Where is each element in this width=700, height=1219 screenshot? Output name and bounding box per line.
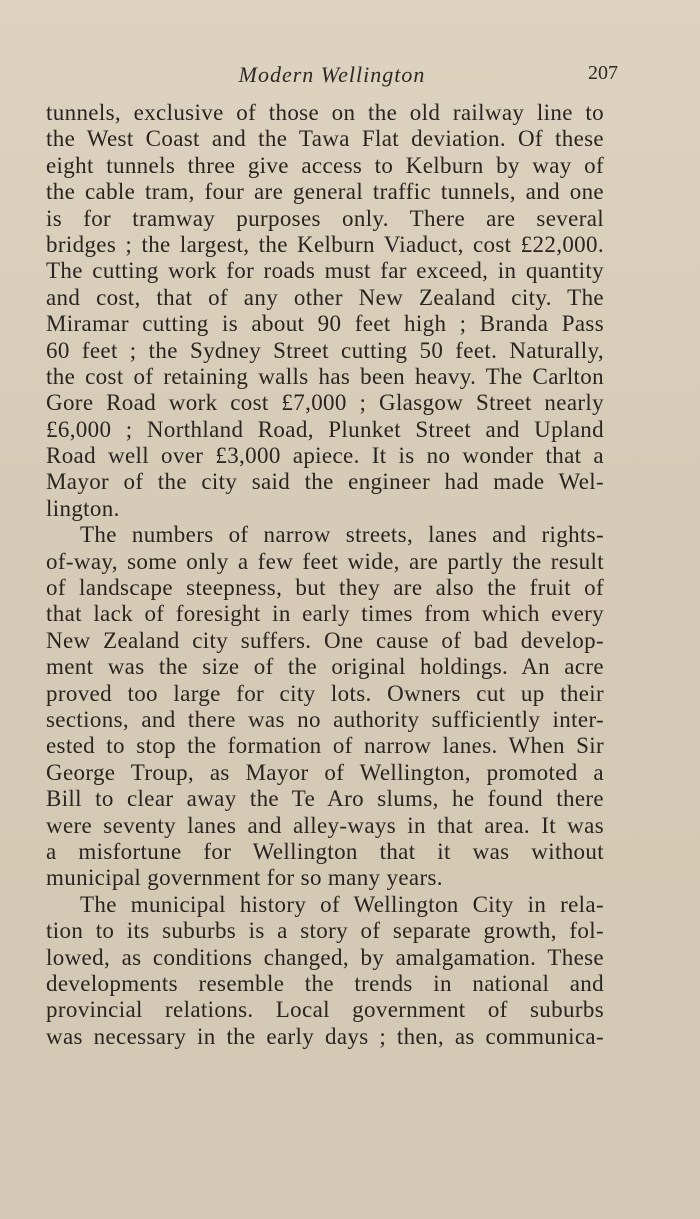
text-line: a misfortune for Wellington that it was without [46, 838, 604, 864]
text-line: tion to its suburbs is a story of separate growth, fol- [46, 918, 604, 944]
text-line: George Troup, as Mayor of Wellington, promoted a [46, 759, 604, 785]
paragraph-2 [46, 522, 604, 891]
page-number: 207 [588, 62, 618, 84]
text-line: that lack of foresight in early times from which every [46, 601, 604, 627]
running-title: Modern Wellington [238, 62, 426, 87]
text-line: developments resemble the trends in national and [46, 970, 604, 996]
text-line: the cable tram, four are general traffic tunnels, and one [46, 179, 604, 205]
text-line: municipal government for so many years. [46, 865, 443, 891]
text-line: Gore Road work cost £7,000 ; Glasgow Street nearly [46, 390, 604, 416]
text-line: of-way, some only a few feet wide, are partly the result [46, 548, 604, 574]
text-line: is for tramway purposes only. There are several [46, 205, 604, 231]
text-line: sections, and there was no authority sufficiently inter- [46, 706, 604, 732]
text-line: Bill to clear away the Te Aro slums, he found there [46, 786, 604, 812]
text-line: The numbers of narrow streets, lanes and rights- [80, 522, 604, 548]
text-line: were seventy lanes and alley-ways in that area. It was [46, 812, 604, 838]
text-line: £6,000 ; Northland Road, Plunket Street and Upland [46, 416, 604, 442]
body-text [46, 100, 604, 1050]
text-line: The cutting work for roads must far exceed, in quantity [46, 258, 604, 284]
text-line: New Zealand city suffers. One cause of bad develop- [46, 627, 604, 653]
paragraph-1 [46, 100, 604, 522]
text-line: was necessary in the early days ; then, as communica- [46, 1023, 604, 1049]
text-line: 60 feet ; the Sydney Street cutting 50 feet. Naturally, [46, 337, 604, 363]
text-line: proved too large for city lots. Owners cut up their [46, 680, 604, 706]
text-line: Road well over £3,000 apiece. It is no wonder that a [46, 443, 604, 469]
text-line: the West Coast and the Tawa Flat deviation. Of these [46, 126, 604, 152]
text-line: Mayor of the city said the engineer had made Wel- [46, 469, 604, 495]
text-line: The municipal history of Wellington City in rela- [80, 891, 604, 917]
text-line: the cost of retaining walls has been heavy. The Carlton [46, 363, 604, 389]
text-line: ested to stop the formation of narrow lanes. When Sir [46, 733, 604, 759]
text-line: lowed, as conditions changed, by amalgamation. These [46, 944, 604, 970]
paragraph-3 [46, 892, 604, 1050]
text-line: eight tunnels three give access to Kelburn by way of [46, 152, 604, 178]
text-line: and cost, that of any other New Zealand city. The [46, 284, 604, 310]
text-line: Miramar cutting is about 90 feet high ; Branda Pass [46, 311, 604, 337]
text-line: of landscape steepness, but they are also the fruit of [46, 575, 604, 601]
text-line: ment was the size of the original holdings. An acre [46, 654, 604, 680]
text-line: provincial relations. Local government of suburbs [46, 997, 604, 1023]
text-line: bridges ; the largest, the Kelburn Viaduct, cost £22,000. [46, 231, 604, 257]
text-line: lington. [46, 495, 120, 521]
running-head [46, 62, 618, 92]
text-line: tunnels, exclusive of those on the old railway line to [46, 100, 604, 125]
